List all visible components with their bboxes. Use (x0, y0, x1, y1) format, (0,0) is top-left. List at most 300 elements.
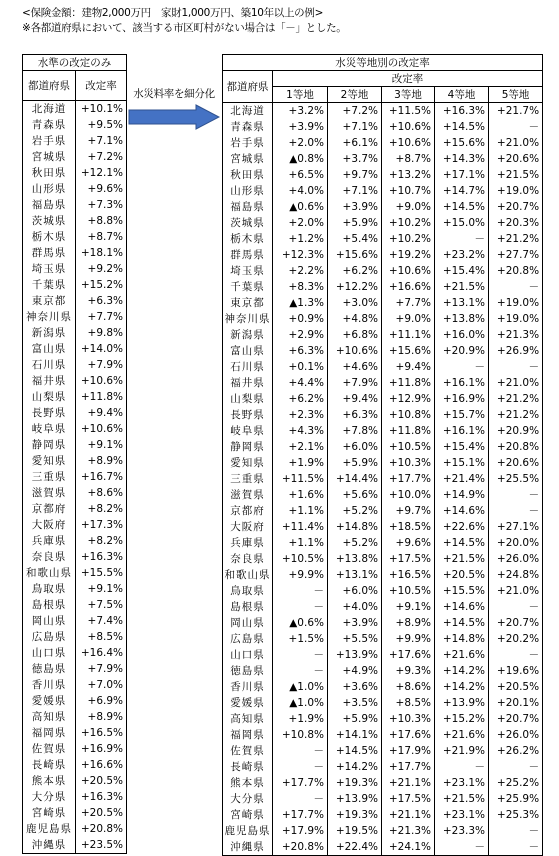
grade-1-rate-cell: +2.0% (273, 135, 328, 151)
prefecture-cell: 富山県 (223, 343, 273, 359)
rate-cell: +7.0% (87, 678, 123, 691)
grade-1-rate-cell: ▲0.6% (273, 615, 328, 631)
rate-cell: +8.6% (87, 486, 123, 499)
grade-5-rate-cell: +20.8% (496, 440, 540, 453)
grade-4-rate-cell: +16.1% (435, 423, 489, 439)
grade-4-rate-cell: +21.6% (435, 647, 489, 663)
grade-3-rate-cell: +11.8% (382, 423, 435, 439)
grade-5-rate-cell: +21.2% (496, 392, 540, 405)
table-row (223, 343, 543, 359)
prefecture-cell: 長野県 (223, 407, 273, 423)
grade-5-rate-cell: +27.1% (496, 520, 540, 533)
table-row (223, 679, 543, 695)
grade-2-rate-cell: +14.8% (328, 519, 382, 535)
grade-5-header: 5等地 (489, 87, 543, 103)
grade-2-rate-cell: +5.9% (328, 711, 382, 727)
prefecture-cell: 徳島県 (23, 661, 76, 677)
table-row (223, 567, 543, 583)
prefecture-cell: 北海道 (223, 103, 273, 120)
grade-4-rate-cell: +13.9% (435, 695, 489, 711)
table-row (223, 199, 543, 215)
grade-5-rate-cell: +20.7% (496, 616, 540, 629)
grade-5-rate-cell: +20.1% (496, 696, 540, 709)
grade-3-rate-cell: +17.5% (382, 791, 435, 807)
grade-3-rate-cell: +8.6% (382, 679, 435, 695)
prefecture-cell: 山口県 (23, 645, 76, 661)
grade-4-rate-cell: － (435, 759, 489, 775)
rate-cell: +16.5% (80, 726, 123, 739)
grade-4-rate-cell: +15.2% (435, 711, 489, 727)
grade-5-rate-cell: +26.2% (496, 744, 540, 757)
grade-1-rate-cell: +4.0% (273, 183, 328, 199)
rate-cell: +8.7% (87, 230, 123, 243)
prefecture-cell: 石川県 (223, 359, 273, 375)
table-row (223, 375, 543, 391)
prefecture-cell: 奈良県 (23, 549, 76, 565)
table-row (223, 263, 543, 279)
rate-cell: +8.2% (87, 534, 123, 547)
prefecture-cell: 長野県 (23, 405, 76, 421)
grade-3-rate-cell: +19.2% (382, 247, 435, 263)
grade-4-rate-cell: +16.0% (435, 327, 489, 343)
rate-cell: +8.9% (87, 454, 123, 467)
grade-4-rate-cell: +15.5% (435, 583, 489, 599)
prefecture-cell: 鹿児島県 (23, 821, 76, 837)
prefecture-cell: 岡山県 (223, 615, 273, 631)
rate-cell: +16.4% (80, 646, 123, 659)
table-row (23, 581, 127, 597)
grade-2-rate-cell: +5.4% (328, 231, 382, 247)
grade-3-rate-cell: +9.1% (382, 599, 435, 615)
table-row (223, 791, 543, 807)
grade-5-rate-cell: +21.0% (496, 584, 540, 597)
grade-5-rate-cell: +20.6% (496, 456, 540, 469)
grade-1-rate-cell: － (273, 647, 328, 663)
grade-2-rate-cell: +9.4% (328, 391, 382, 407)
prefecture-cell: 大分県 (23, 789, 76, 805)
rate-cell: +18.1% (80, 246, 123, 259)
prefecture-cell: 香川県 (23, 677, 76, 693)
arrow-label: 水災料率を細分化 (133, 88, 215, 100)
grade-2-rate-cell: +5.6% (328, 487, 382, 503)
prefecture-cell: 栃木県 (223, 231, 273, 247)
grade-3-rate-cell: +16.5% (382, 567, 435, 583)
table-row (223, 839, 543, 856)
prefecture-cell: 栃木県 (23, 229, 76, 245)
grade-1-rate-cell: +20.8% (273, 839, 328, 856)
grade-4-rate-cell: +23.3% (435, 823, 489, 839)
prefecture-cell: 秋田県 (223, 167, 273, 183)
table-row (223, 423, 543, 439)
grade-5-rate-cell: +20.6% (496, 152, 540, 165)
table-row (223, 727, 543, 743)
insurance-amount-note: <保険金額：建物2,000万円 家財1,000万円、築10年以上の例> (22, 7, 324, 19)
prefecture-cell: 滋賀県 (223, 487, 273, 503)
grade-5-rate-cell: +20.3% (496, 216, 540, 229)
prefecture-cell: 徳島県 (223, 663, 273, 679)
table-row (223, 407, 543, 423)
rate-cell: +16.7% (80, 470, 123, 483)
grade-2-rate-cell: +14.4% (328, 471, 382, 487)
prefecture-cell: 宮城県 (23, 149, 76, 165)
rate-cell: +9.8% (87, 326, 123, 339)
grade-2-rate-cell: +13.9% (328, 647, 382, 663)
grade-1-rate-cell: +6.5% (273, 167, 328, 183)
grade-2-rate-cell: +7.2% (328, 103, 382, 120)
grade-1-rate-cell: +10.5% (273, 551, 328, 567)
grade-4-rate-cell: － (435, 359, 489, 375)
prefecture-cell: 青森県 (23, 117, 76, 133)
grade-3-rate-cell: +9.0% (382, 311, 435, 327)
prefecture-cell: 福井県 (23, 373, 76, 389)
grade-2-rate-cell: +4.0% (328, 599, 382, 615)
grade-4-rate-cell: +21.5% (435, 551, 489, 567)
grade-2-rate-cell: +5.2% (328, 503, 382, 519)
prefecture-cell: 沖縄県 (23, 837, 76, 854)
grade-4-rate-cell: +22.6% (435, 519, 489, 535)
table-row (23, 197, 127, 213)
prefecture-cell: 山口県 (223, 647, 273, 663)
grade-1-rate-cell: +10.8% (273, 727, 328, 743)
grade-5-rate-cell: +24.8% (496, 568, 540, 581)
prefecture-cell: 岩手県 (223, 135, 273, 151)
grade-1-rate-cell: ▲0.6% (273, 199, 328, 215)
grade-2-rate-cell: +6.1% (328, 135, 382, 151)
grade-3-rate-cell: +24.1% (382, 839, 435, 856)
grade-1-rate-cell: +1.9% (273, 711, 328, 727)
rate-cell: +9.5% (87, 118, 123, 131)
prefecture-cell: 兵庫県 (23, 533, 76, 549)
grade-5-rate-cell: － (528, 648, 540, 661)
grade-5-rate-cell: － (528, 360, 540, 373)
grade-2-rate-cell: +22.4% (328, 839, 382, 856)
rate-cell: +16.6% (80, 758, 123, 771)
grade-2-rate-cell: +13.9% (328, 791, 382, 807)
grade-3-rate-cell: +9.3% (382, 663, 435, 679)
rate-cell: +8.9% (87, 710, 123, 723)
table-row (23, 629, 127, 645)
table-row (23, 213, 127, 229)
grade-5-rate-cell: +19.0% (496, 312, 540, 325)
rate-cell: +23.5% (80, 838, 123, 851)
grade-1-rate-cell: ▲1.0% (273, 679, 328, 695)
right-table-body (223, 103, 543, 856)
grade-1-rate-cell: +8.3% (273, 279, 328, 295)
grade-2-rate-cell: +4.9% (328, 663, 382, 679)
table-row (23, 437, 127, 453)
grade-4-rate-cell: +14.5% (435, 535, 489, 551)
grade-1-rate-cell: +2.1% (273, 439, 328, 455)
table-row (23, 837, 127, 854)
grade-5-rate-cell: － (528, 840, 540, 853)
grade-4-rate-cell: +21.9% (435, 743, 489, 759)
prefecture-cell: 愛媛県 (23, 693, 76, 709)
table-row (223, 695, 543, 711)
grade-2-rate-cell: +5.2% (328, 535, 382, 551)
table-row (23, 405, 127, 421)
table-row (23, 469, 127, 485)
table-row (223, 615, 543, 631)
grade-3-rate-cell: +17.5% (382, 551, 435, 567)
prefecture-cell: 千葉県 (223, 279, 273, 295)
prefecture-cell: 静岡県 (223, 439, 273, 455)
grade-3-rate-cell: +10.2% (382, 231, 435, 247)
prefecture-cell: 神奈川県 (23, 309, 76, 325)
right-arrow-icon (128, 104, 220, 130)
grade-1-rate-cell: +1.1% (273, 535, 328, 551)
table-row (23, 773, 127, 789)
grade-2-rate-cell: +7.1% (328, 183, 382, 199)
rate-cell: +8.2% (87, 502, 123, 515)
prefecture-cell: 滋賀県 (23, 485, 76, 501)
grade-3-rate-cell: +10.6% (382, 263, 435, 279)
table-row (23, 117, 127, 133)
grade-4-rate-cell: +14.8% (435, 631, 489, 647)
table-row (23, 661, 127, 677)
table-row (223, 247, 543, 263)
prefecture-cell: 三重県 (223, 471, 273, 487)
grade-4-rate-cell: +21.5% (435, 279, 489, 295)
grade-1-rate-cell: +17.7% (273, 807, 328, 823)
grade-5-rate-cell: +21.2% (496, 232, 540, 245)
table-row (23, 485, 127, 501)
rate-cell: +15.2% (80, 278, 123, 291)
prefecture-cell: 長崎県 (23, 757, 76, 773)
grade-4-rate-cell: +16.1% (435, 375, 489, 391)
grade-2-rate-cell: +4.8% (328, 311, 382, 327)
rate-cell: +9.6% (87, 182, 123, 195)
grade-5-rate-cell: +21.0% (496, 376, 540, 389)
rate-cell: +20.5% (80, 774, 123, 787)
prefecture-cell: 兵庫県 (223, 535, 273, 551)
rate-cell: +6.3% (87, 294, 123, 307)
rate-cell: +7.7% (87, 310, 123, 323)
grade-3-rate-cell: +9.6% (382, 535, 435, 551)
rate-cell: +20.8% (80, 822, 123, 835)
prefecture-cell: 愛知県 (223, 455, 273, 471)
grade-5-rate-cell: +25.9% (496, 792, 540, 805)
table-row (223, 775, 543, 791)
grade-4-rate-cell: +21.5% (435, 791, 489, 807)
grade-1-rate-cell: +0.1% (273, 359, 328, 375)
grade-3-rate-cell: +8.9% (382, 615, 435, 631)
grade-3-rate-cell: +17.7% (382, 759, 435, 775)
rate-cell: +20.5% (80, 806, 123, 819)
grade-2-rate-cell: +3.0% (328, 295, 382, 311)
level-revision-table (22, 54, 127, 854)
grade-2-rate-cell: +19.3% (328, 775, 382, 791)
prefecture-cell: 岐阜県 (223, 423, 273, 439)
prefecture-cell: 新潟県 (23, 325, 76, 341)
grade-3-rate-cell: +10.6% (382, 119, 435, 135)
grade-1-rate-cell: ▲0.8% (273, 151, 328, 167)
grade-4-rate-cell: － (435, 231, 489, 247)
grade-5-rate-cell: +20.8% (496, 264, 540, 277)
grade-3-rate-cell: +7.7% (382, 295, 435, 311)
prefecture-cell: 福岡県 (23, 725, 76, 741)
rate-cell: +16.3% (80, 790, 123, 803)
rate-cell: +7.1% (87, 134, 123, 147)
grade-5-rate-cell: +21.7% (496, 104, 540, 117)
prefecture-cell: 山梨県 (223, 391, 273, 407)
flood-grade-revision-table (222, 54, 543, 856)
grade-4-rate-cell: +15.4% (435, 439, 489, 455)
grade-5-rate-cell: +27.7% (496, 248, 540, 261)
grade-5-rate-cell: － (528, 504, 540, 517)
table-row (223, 535, 543, 551)
prefecture-cell: 香川県 (223, 679, 273, 695)
table-row (23, 133, 127, 149)
table-row (223, 711, 543, 727)
grade-1-rate-cell: +9.9% (273, 567, 328, 583)
table-row (223, 455, 543, 471)
grade-4-rate-cell: +15.6% (435, 135, 489, 151)
table-row (23, 453, 127, 469)
grade-5-rate-cell: +25.2% (496, 776, 540, 789)
prefecture-cell: 大阪府 (23, 517, 76, 533)
prefecture-cell: 福島県 (223, 199, 273, 215)
table-row (23, 277, 127, 293)
grade-3-rate-cell: +9.7% (382, 503, 435, 519)
left-table-body (23, 101, 127, 854)
table-row (23, 613, 127, 629)
grade-3-rate-cell: +10.5% (382, 439, 435, 455)
rate-cell: +7.9% (87, 358, 123, 371)
grade-2-rate-cell: +7.1% (328, 119, 382, 135)
grade-3-rate-cell: +16.6% (382, 279, 435, 295)
prefecture-cell: 京都府 (23, 501, 76, 517)
grade-1-rate-cell: +6.2% (273, 391, 328, 407)
table-row (223, 151, 543, 167)
table-row (223, 519, 543, 535)
rate-cell: +8.8% (87, 214, 123, 227)
table-row (223, 439, 543, 455)
prefecture-cell: 和歌山県 (223, 567, 273, 583)
grade-2-rate-cell: +14.5% (328, 743, 382, 759)
prefecture-cell: 大分県 (223, 791, 273, 807)
grade-5-rate-cell: +20.5% (496, 680, 540, 693)
table-row (223, 631, 543, 647)
prefecture-cell: 高知県 (223, 711, 273, 727)
prefecture-cell: 岩手県 (23, 133, 76, 149)
grade-3-rate-cell: +17.6% (382, 647, 435, 663)
grade-4-rate-cell: +23.1% (435, 807, 489, 823)
table-row (223, 391, 543, 407)
prefecture-cell: 福井県 (223, 375, 273, 391)
prefecture-cell: 北海道 (23, 101, 76, 118)
table-row (223, 119, 543, 135)
grade-4-rate-cell: +13.8% (435, 311, 489, 327)
no-municipality-note: ※各都道府県において、該当する市区町村がない場合は「－」とした。 (22, 22, 347, 34)
table-row (23, 789, 127, 805)
grade-5-rate-cell: +25.3% (496, 808, 540, 821)
left-table-caption: 水準の改定のみ (23, 55, 127, 71)
grade-2-rate-cell: +7.9% (328, 375, 382, 391)
prefecture-cell: 埼玉県 (23, 261, 76, 277)
grade-1-rate-cell: +1.2% (273, 231, 328, 247)
grade-3-rate-cell: +15.6% (382, 343, 435, 359)
rate-cell: +10.6% (80, 374, 123, 387)
grade-1-rate-cell: +2.0% (273, 215, 328, 231)
grade-5-rate-cell: +21.5% (496, 168, 540, 181)
table-row (223, 471, 543, 487)
grade-4-rate-cell: +14.5% (435, 119, 489, 135)
table-row (23, 501, 127, 517)
grade-3-rate-cell: +9.9% (382, 631, 435, 647)
prefecture-cell: 山形県 (223, 183, 273, 199)
grade-5-rate-cell: +20.9% (496, 424, 540, 437)
grade-5-rate-cell: － (528, 488, 540, 501)
grade-2-rate-cell: +5.9% (328, 455, 382, 471)
table-row (23, 741, 127, 757)
prefecture-cell: 茨城県 (23, 213, 76, 229)
grade-5-rate-cell: +19.0% (496, 296, 540, 309)
grade-4-rate-cell: +21.4% (435, 471, 489, 487)
table-row (23, 725, 127, 741)
grade-2-rate-cell: +4.6% (328, 359, 382, 375)
grade-4-rate-cell: +17.1% (435, 167, 489, 183)
grade-5-rate-cell: +21.0% (496, 136, 540, 149)
grade-2-rate-cell: +9.7% (328, 167, 382, 183)
right-col-rate-group-header: 改定率 (273, 71, 543, 87)
grade-4-header: 4等地 (435, 87, 489, 103)
grade-5-rate-cell: － (528, 120, 540, 133)
prefecture-cell: 宮崎県 (223, 807, 273, 823)
prefecture-cell: 島根県 (223, 599, 273, 615)
grade-5-rate-cell: － (528, 760, 540, 773)
grade-5-rate-cell: +20.7% (496, 200, 540, 213)
grade-1-rate-cell: +2.3% (273, 407, 328, 423)
grade-1-header: 1等地 (273, 87, 328, 103)
prefecture-cell: 富山県 (23, 341, 76, 357)
table-row (23, 421, 127, 437)
right-table-caption: 水災等地別の改定率 (223, 55, 543, 71)
table-row (223, 599, 543, 615)
grade-3-rate-cell: +10.7% (382, 183, 435, 199)
table-row (23, 709, 127, 725)
prefecture-cell: 奈良県 (223, 551, 273, 567)
grade-3-rate-cell: +8.5% (382, 695, 435, 711)
table-row (23, 693, 127, 709)
grade-1-rate-cell: +3.9% (273, 119, 328, 135)
grade-4-rate-cell: +23.1% (435, 775, 489, 791)
rate-cell: +7.9% (87, 662, 123, 675)
grade-3-rate-cell: +10.5% (382, 583, 435, 599)
table-row (23, 373, 127, 389)
grade-5-rate-cell: +26.0% (496, 552, 540, 565)
grade-2-rate-cell: +5.9% (328, 215, 382, 231)
grade-4-rate-cell: +14.2% (435, 663, 489, 679)
grade-4-rate-cell: +14.5% (435, 199, 489, 215)
prefecture-cell: 宮城県 (223, 151, 273, 167)
grade-4-rate-cell: +14.6% (435, 503, 489, 519)
rate-cell: +9.1% (87, 582, 123, 595)
grade-2-rate-cell: +19.3% (328, 807, 382, 823)
grade-2-rate-cell: +15.6% (328, 247, 382, 263)
prefecture-cell: 長崎県 (223, 759, 273, 775)
grade-2-rate-cell: +6.2% (328, 263, 382, 279)
prefecture-cell: 大阪府 (223, 519, 273, 535)
grade-1-rate-cell: ▲1.3% (273, 295, 328, 311)
grade-5-rate-cell: +20.7% (496, 712, 540, 725)
prefecture-cell: 熊本県 (223, 775, 273, 791)
grade-4-rate-cell: +23.2% (435, 247, 489, 263)
prefecture-cell: 沖縄県 (223, 839, 273, 856)
prefecture-cell: 新潟県 (223, 327, 273, 343)
grade-4-rate-cell: +16.3% (435, 103, 489, 120)
prefecture-cell: 佐賀県 (23, 741, 76, 757)
grade-2-rate-cell: +10.6% (328, 343, 382, 359)
